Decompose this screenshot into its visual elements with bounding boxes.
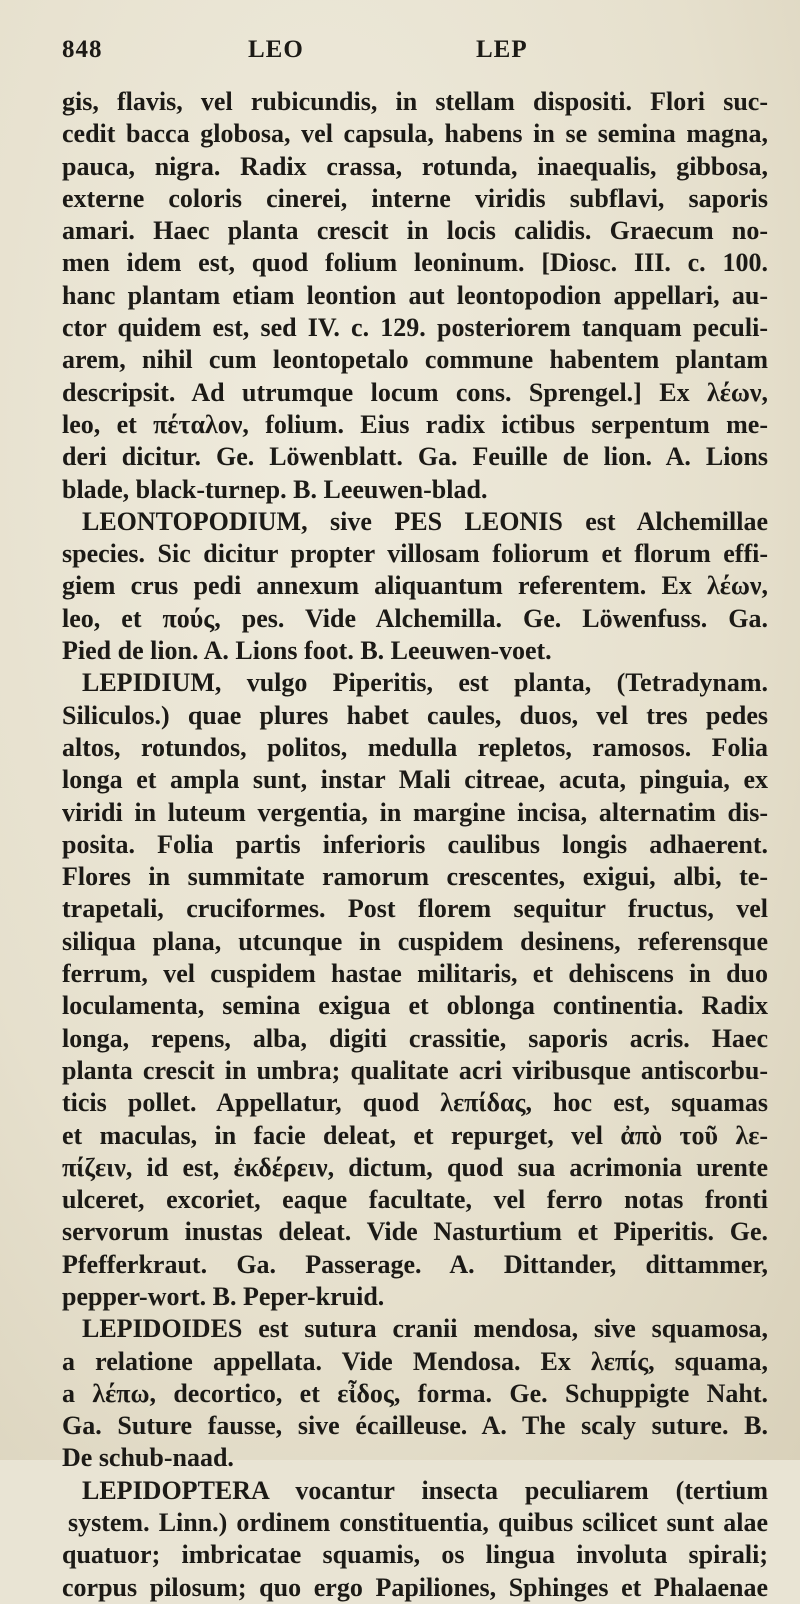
page-number: 848 [62,36,103,63]
text-line: species. Sic dicitur propter villosam foliorum et florum effi- [62,539,768,569]
text-line: leo, et πέταλον, folium. Eius radix ictibus serpentum me- [62,409,768,439]
text-line: longa, repens, alba, digiti crassitie, saporis acris. Haec [62,1023,768,1053]
entry-headword-line: LEONTOPODIUM, sive PES LEONIS est Alchemillae [82,506,768,536]
text-line: loculamenta, semina exigua et oblonga continentia. Radix [62,991,768,1021]
text-line: deri dicitur. Ge. Löwenblatt. Ga. Feuille de lion. A. Lions [62,442,768,472]
text-line: ctor quidem est, sed IV. c. 129. posteriorem tanquam peculi- [62,313,768,343]
text-line: trapetali, cruciformes. Post florem sequitur fructus, vel [62,894,768,924]
running-header [62,36,762,76]
text-line: altos, rotundos, politos, medulla repletos, ramosos. Folia [62,732,768,762]
text-line: men idem est, quod folium leoninum. [Diosc. III. c. 100. [62,248,768,278]
text-line: pauca, nigra. Radix crassa, rotunda, inaequalis, gibbosa, [62,151,768,181]
text-line: blade, black-turnep. B. Leeuwen-blad. [62,474,488,504]
text-line: posita. Folia partis inferioris caulibus longis adhaerent. [62,829,768,859]
text-line: gis, flavis, vel rubicundis, in stellam dispositi. Flori suc- [62,87,768,116]
text-line: quatuor; imbricatae squamis, os lingua involuta spirali; [62,1540,768,1570]
body-text [62,86,768,1604]
guide-word-right: LEP [476,36,528,63]
text-line: pepper-wort. B. Peper-kruid. [62,1281,385,1311]
text-line: externe coloris cinerei, interne viridis subflavi, saporis [62,183,768,213]
text-line: amari. Haec planta crescit in locis calidis. Graecum no- [62,216,768,246]
text-line: De schub-naad. [62,1443,234,1473]
text-line: longa et ampla sunt, instar Mali citreae, acuta, pinguia, ex [62,765,768,795]
text-line: servorum inustas deleat. Vide Nasturtium et Piperitis. Ge. [62,1217,768,1247]
text-line: ulceret, excoriet, eaque facultate, vel ferro notas fronti [62,1185,768,1215]
text-line: Flores in summitate ramorum crescentes, exigui, albi, te- [62,862,768,892]
entry-headword-line: LEPIDIUM, vulgo Piperitis, est planta, (Tetradynam. [82,668,768,698]
text-line: corpus pilosum; quo ergo Papiliones, Sphinges et Phalaenae [62,1572,768,1602]
text-line: cedit bacca globosa, vel capsula, habens in se semina magna, [62,119,768,149]
text-line: Pied de lion. A. Lions foot. B. Leeuwen-voet. [62,636,552,666]
text-line: siliqua plana, utcunque in cuspidem desinens, referensque [62,926,768,956]
text-line: ferrum, vel cuspidem hastae militaris, et dehiscens in duo [62,959,768,989]
text-line: et maculas, in facie deleat, et repurget, vel ἀπὸ τοῦ λε- [62,1120,768,1150]
entry-headword-line: LEPIDOPTERA vocantur insecta peculiarem (tertium [82,1475,768,1505]
text-line: ticis pollet. Appellatur, quod λεπίδας, hoc est, squamas [62,1088,768,1118]
text-line: arem, nihil cum leontopetalo commune habentem plantam [62,345,768,375]
guide-word-left: LEO [248,36,304,63]
text-line: hanc plantam etiam leontion aut leontopodion appellari, au- [62,280,768,310]
text-line: system. Linn.) ordinem constituentia, quibus scilicet sunt alae [68,1508,768,1538]
text-line: planta crescit in umbra; qualitate acri viribusque antiscorbu- [62,1055,768,1085]
text-line: a λέπω, decortico, et εἶδος, forma. Ge. Schuppigte Naht. [62,1378,768,1408]
entry-headword-line: LEPIDOIDES est sutura cranii mendosa, sive squamosa, [82,1314,768,1344]
text-line: giem crus pedi annexum aliquantum referentem. Ex λέων, [62,571,768,601]
text-line: viridi in luteum vergentia, in margine incisa, alternatim dis- [62,797,768,827]
text-line: descripsit. Ad utrumque locum cons. Sprengel.] Ex λέων, [62,377,768,407]
text-line: Pfefferkraut. Ga. Passerage. A. Dittander, dittammer, [62,1249,768,1279]
text-line: Siliculos.) quae plures habet caules, duos, vel tres pedes [62,700,768,730]
text-line: a relatione appellata. Vide Mendosa. Ex λεπίς, squama, [62,1346,768,1376]
text-line: Ga. Suture fausse, sive écailleuse. A. The scaly suture. B. [62,1411,768,1441]
text-line: leo, et πούς, pes. Vide Alchemilla. Ge. Löwenfuss. Ga. [62,603,768,633]
text-line: πίζειν, id est, ἐκδέρειν, dictum, quod sua acrimonia urente [62,1152,768,1182]
